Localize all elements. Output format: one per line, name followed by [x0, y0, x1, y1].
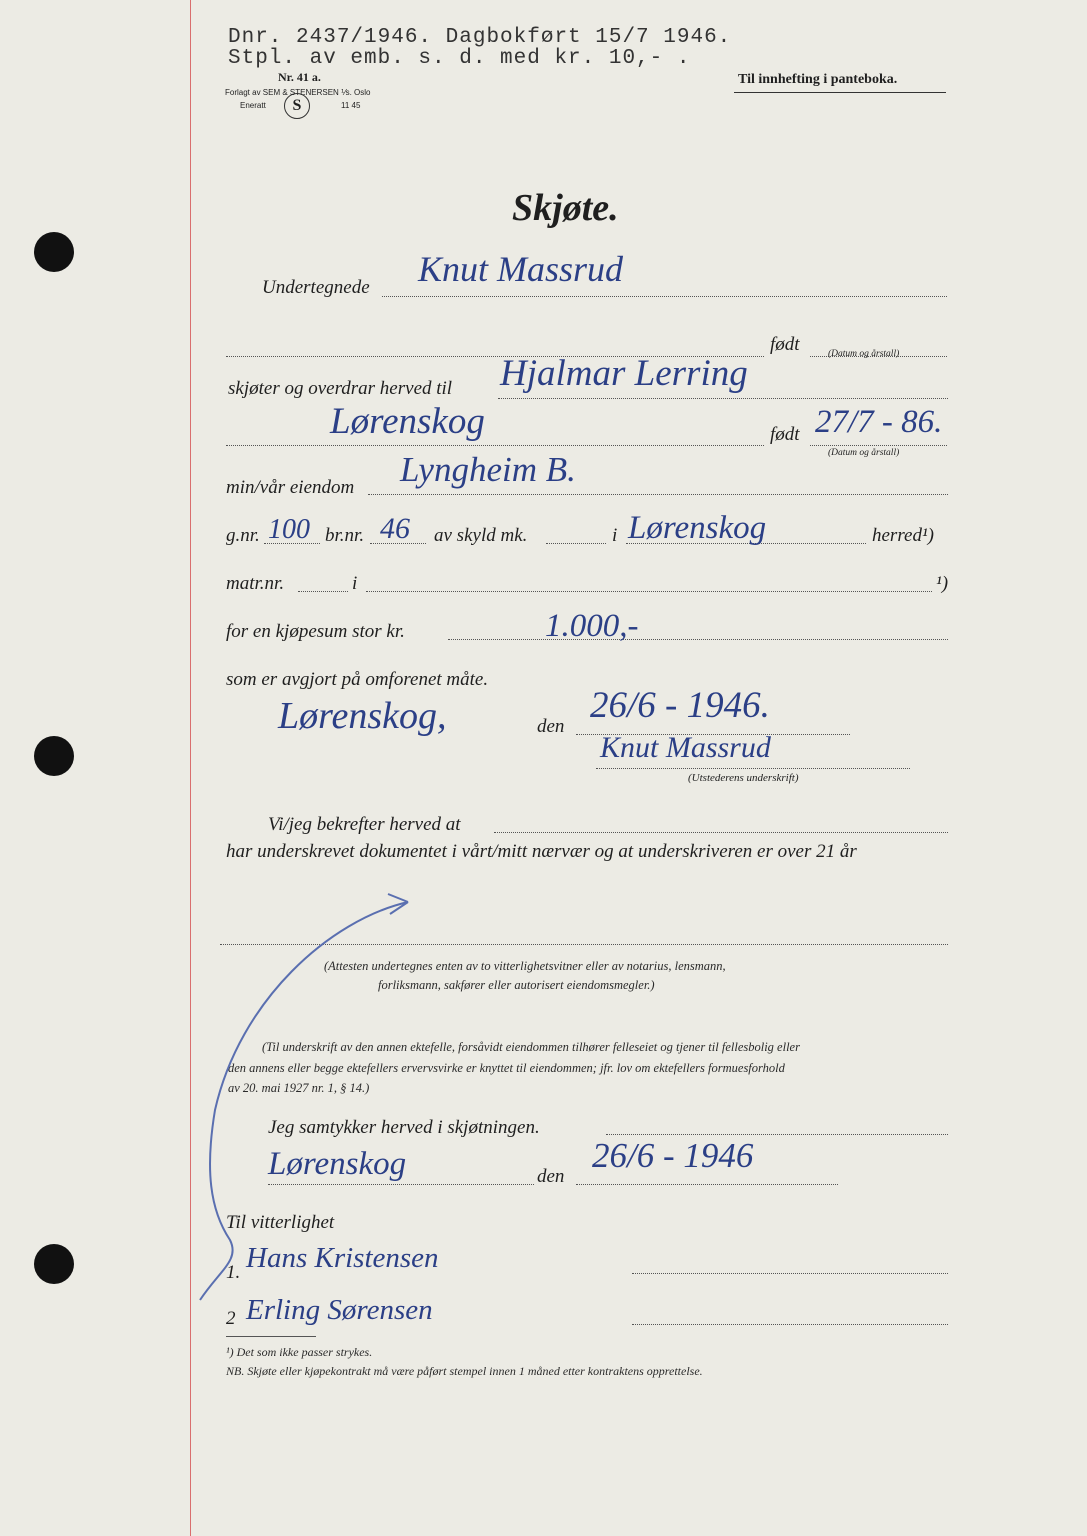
buyer-place: Lørenskog [330, 401, 485, 442]
property-name: Lyngheim B. [400, 450, 576, 489]
matr-line [298, 591, 348, 592]
matr-close: ¹) [936, 573, 949, 594]
witness-2-number: 2 [226, 1308, 236, 1329]
herred-i-label: i [612, 525, 618, 546]
witness-heading: Til vitterlighet [226, 1212, 335, 1233]
consent-place: Lørenskog [268, 1146, 407, 1182]
sign-date: 26/6 - 1946. [590, 685, 770, 726]
price-value: 1.000,- [545, 608, 639, 644]
footnote-1: ¹) Det som ikke passer strykes. [226, 1345, 373, 1359]
publisher-logo-icon [284, 93, 310, 119]
spouse-note-3: av 20. mai 1927 nr. 1, § 14.) [228, 1081, 370, 1095]
settled-label: som er avgjort på omforenet måte. [226, 669, 489, 690]
publisher-code: 11 45 [341, 101, 361, 110]
punch-hole [34, 1244, 74, 1284]
buyer-born: 27/7 - 86. [815, 404, 943, 440]
skyld-line [546, 543, 606, 544]
date-hint-1: (Datum og årstall) [828, 349, 900, 359]
matr-herred-line [366, 591, 932, 592]
sign-place: Lørenskog, [278, 695, 447, 737]
undersigned-line [382, 296, 947, 297]
attestation-line-2: har underskrevet dokumentet i vårt/mitt nærvær og at underskriveren er over 21 år [226, 841, 857, 862]
attestation-line-1: Vi/jeg bekrefter herved at [268, 814, 461, 835]
issuer-signature: Knut Massrud [600, 731, 771, 764]
spouse-note-1: (Til underskrift av den annen ektefelle, forsåvidt eiendommen tilhører felleseiet og tjener til fellesbolig eller [262, 1040, 800, 1054]
date-hint-2: (Datum og årstall) [828, 448, 900, 458]
consent-label: Jeg samtykker herved i skjøtningen. [268, 1117, 540, 1138]
bnr-value: 46 [380, 512, 410, 545]
footnote-2: NB. Skjøte eller kjøpekontrakt må være påført stempel innen 1 måned etter kontraktens opprettelse. [226, 1364, 703, 1378]
consent-den-label: den [537, 1166, 565, 1187]
conveys-label: skjøter og overdrar herved til [228, 378, 453, 399]
price-label: for en kjøpesum stor kr. [226, 621, 405, 642]
born-label-1: født [770, 334, 800, 355]
filing-note: Til innhefting i panteboka. [738, 72, 898, 87]
born-value-line-2 [810, 445, 947, 446]
undersigned-label: Undertegnede [262, 277, 370, 298]
attestation-note-2: forliksmann, sakfører eller autorisert eiendomsmegler.) [378, 978, 655, 992]
born-label-2: født [770, 424, 800, 445]
herred-label: herred¹) [872, 525, 934, 546]
spouse-note-2: den annens eller begge ektefellers ervervsvirke er knyttet til eiendommen; jfr. lov om ektefellers formuesforhold [228, 1061, 785, 1075]
publisher-line-2: Eneratt [240, 101, 266, 110]
matr-label: matr.nr. [226, 573, 285, 594]
document-title: Skjøte. [512, 187, 619, 229]
price-line [448, 639, 948, 640]
skyld-label: av skyld mk. [434, 525, 528, 546]
registry-line-2: Stpl. av emb. s. d. med kr. 10,- . [228, 47, 691, 70]
property-label: min/vår eiendom [226, 477, 355, 498]
matr-i-label: i [352, 573, 358, 594]
gnr-value: 100 [268, 514, 310, 545]
issuer-signature-hint: (Utstederens underskrift) [688, 772, 799, 784]
attestation-line [494, 832, 948, 833]
attestation-note-1: (Attesten undertegnes enten av to vitterlighetsvitner eller av notarius, lensmann, [324, 959, 726, 973]
sign-den-label: den [537, 716, 565, 737]
herred-value: Lørenskog [628, 510, 767, 546]
publisher-line-1: Forlagt av SEM & STENERSEN ⅟s. Oslo [225, 88, 371, 97]
spouse-signature-line [606, 1134, 948, 1135]
buyer-name-line [498, 398, 948, 399]
gnr-label: g.nr. [226, 525, 260, 546]
pen-arrow-mark [170, 880, 430, 1320]
witness-1-signature: Hans Kristensen [246, 1242, 439, 1274]
filing-note-underline [734, 92, 946, 93]
undersigned-value: Knut Massrud [418, 249, 624, 289]
form-number: Nr. 41 a. [278, 70, 321, 84]
witness-2-line [632, 1324, 948, 1325]
witness-2-signature: Erling Sørensen [246, 1294, 433, 1326]
issuer-signature-line [596, 768, 910, 769]
footnote-separator [226, 1336, 316, 1337]
witness-1-number: 1. [226, 1262, 241, 1283]
consent-date-line [576, 1184, 838, 1185]
publisher-logo-letter: S [292, 97, 302, 114]
buyer-place-line [226, 445, 764, 446]
buyer-name: Hjalmar Lerring [500, 353, 748, 394]
punch-hole [34, 232, 74, 272]
consent-date: 26/6 - 1946 [592, 1136, 754, 1175]
registry-line-1: Dnr. 2437/1946. Dagbokført 15/7 1946. [228, 26, 732, 49]
punch-hole [34, 736, 74, 776]
property-line [368, 494, 948, 495]
bnr-label: br.nr. [325, 525, 365, 546]
witness-1-line [632, 1273, 948, 1274]
